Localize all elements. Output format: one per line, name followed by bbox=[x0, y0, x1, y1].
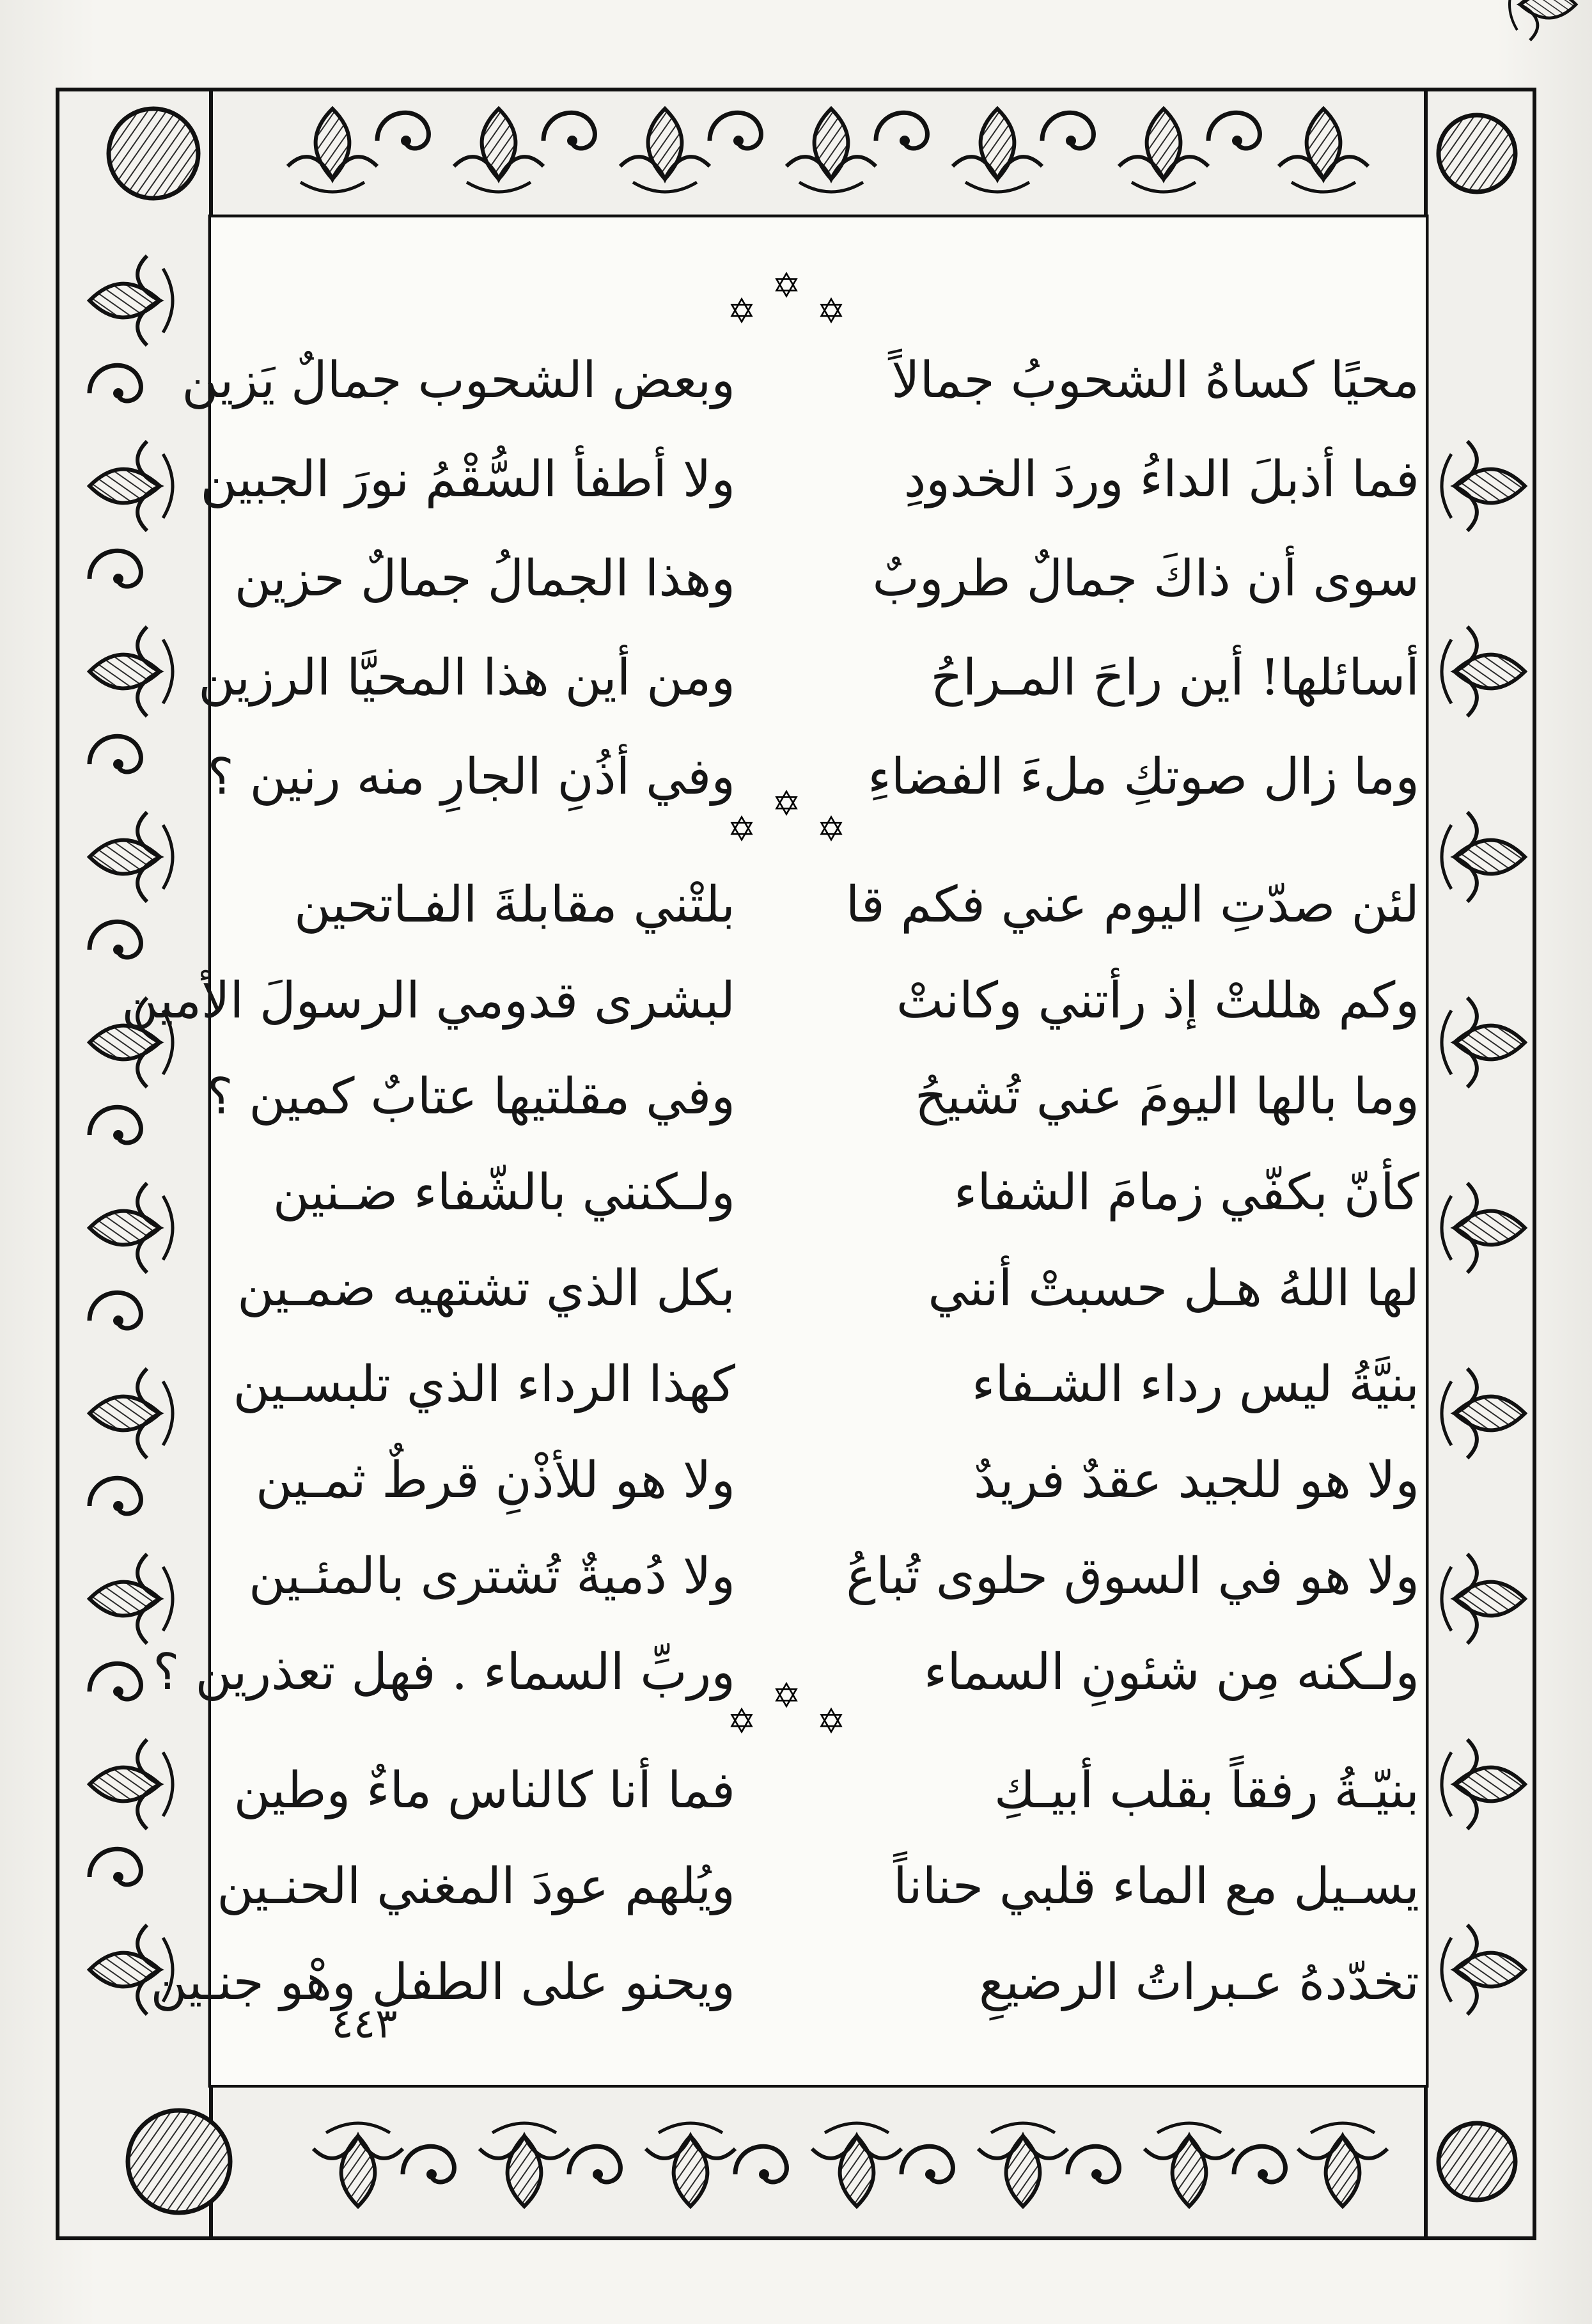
verse-line bbox=[207, 1049, 1426, 1145]
verse-line bbox=[211, 531, 1426, 627]
first-hemistich: وكم هللتْ إذ رأتني وكانتْ bbox=[896, 972, 1419, 1030]
verse-line bbox=[198, 630, 1426, 726]
star-icon: ✡ bbox=[772, 1676, 801, 1716]
second-hemistich: ولا دُميةٌ تُشترى بالمئـين bbox=[249, 1548, 735, 1605]
poem-text-area bbox=[121, 217, 1426, 2085]
first-hemistich: تخدّدهُ عـبراتُ الرضيعِ bbox=[978, 1954, 1419, 2011]
second-hemistich: كهذا الرداء الذي تلبسـين bbox=[233, 1356, 735, 1413]
star-icon: ✡ bbox=[727, 809, 756, 849]
first-hemistich: يسـيل مع الماء قلبي حناناً bbox=[893, 1858, 1419, 1915]
second-hemistich: ويُلهم عودَ المغني الحنـين bbox=[217, 1858, 735, 1915]
star-icon: ✡ bbox=[727, 1701, 756, 1741]
verse-line bbox=[200, 432, 1426, 528]
first-hemistich: محيًا كساهُ الشحوبُ جمالاً bbox=[891, 352, 1419, 409]
verse-line bbox=[211, 857, 1426, 953]
stanza-divider-stars bbox=[211, 262, 1426, 339]
second-hemistich: ومن أين هذا المحيَّا الرزين bbox=[198, 649, 735, 707]
verse-line bbox=[211, 1433, 1426, 1528]
first-hemistich: ولـكنه مِن شئونِ السماء bbox=[923, 1644, 1419, 1701]
verse-line bbox=[211, 1528, 1426, 1624]
star-icon: ✡ bbox=[816, 1701, 846, 1741]
verse-line bbox=[211, 1743, 1426, 1839]
second-hemistich: ويحنو على الطفل وهْو جنـين bbox=[150, 1954, 735, 2011]
stanza-divider-stars bbox=[211, 780, 1426, 857]
verse-line bbox=[182, 333, 1426, 428]
second-hemistich: ولا أطفأ السُّقْمُ نورَ الجبين bbox=[200, 451, 735, 508]
page-number: ٤٤٣ bbox=[331, 2000, 398, 2048]
star-icon: ✡ bbox=[816, 291, 846, 331]
verse-line bbox=[211, 1839, 1426, 1935]
verse-line bbox=[211, 1145, 1426, 1241]
second-hemistich: لبشرى قدومي الرسولَ الأمين bbox=[121, 972, 735, 1030]
star-icon: ✡ bbox=[816, 809, 846, 849]
first-hemistich: بنيَّةُ ليس رداء الشـفاء bbox=[971, 1356, 1419, 1413]
first-hemistich: ولا هو للجيد عقدٌ فريدٌ bbox=[973, 1452, 1419, 1509]
first-hemistich: أسائلها! أين راحَ المـراحُ bbox=[930, 649, 1419, 707]
star-icon: ✡ bbox=[727, 291, 756, 331]
first-hemistich: فما أذبلَ الداءُ وردَ الخدودِ bbox=[903, 451, 1419, 508]
stanza-divider-stars bbox=[211, 1672, 1426, 1749]
first-hemistich: وما بالها اليومَ عني تُشيحُ bbox=[914, 1068, 1419, 1126]
first-hemistich: كأنّ بكفّي زمامَ الشفاء bbox=[953, 1164, 1419, 1221]
first-hemistich: بنيّـةُ رفقاً بقلب أبيـكِ bbox=[994, 1762, 1419, 1819]
second-hemistich: وبعض الشحوب جمالٌ يَزين bbox=[182, 352, 735, 409]
second-hemistich: بلتْني مقابلةَ الفـاتحين bbox=[293, 876, 735, 934]
first-hemistich: سوى أن ذاكَ جمالٌ طروبٌ bbox=[872, 550, 1419, 608]
first-hemistich: لئن صدّتِ اليوم عني فكم قا bbox=[845, 876, 1419, 934]
first-hemistich: وما زال صوتكِ ملءَ الفضاءِ bbox=[868, 748, 1419, 806]
verse-line bbox=[211, 1241, 1426, 1337]
second-hemistich: وربِّ السماء . فهل تعذرين ؟ bbox=[153, 1644, 735, 1701]
first-hemistich: لها اللهُ هـل حسبتْ أنني bbox=[928, 1260, 1419, 1317]
second-hemistich: ولا هو للأذْنِ قرطٌ ثمـين bbox=[255, 1452, 735, 1509]
second-hemistich: وفي مقلتيها عتابٌ كمين ؟ bbox=[207, 1068, 735, 1126]
second-hemistich: ولـكنني بالشّفاء ضـنين bbox=[272, 1164, 735, 1221]
second-hemistich: وهذا الجمالُ جمالٌ حزين bbox=[234, 550, 735, 608]
star-icon: ✡ bbox=[772, 265, 801, 306]
second-hemistich: وفي أذُنِ الجارِ منه رنين ؟ bbox=[207, 748, 735, 806]
second-hemistich: بكل الذي تشتهيه ضمـين bbox=[237, 1260, 735, 1317]
verse-line bbox=[121, 953, 1426, 1049]
first-hemistich: ولا هو في السوق حلوى تُباعُ bbox=[846, 1548, 1419, 1605]
verse-line bbox=[211, 1337, 1426, 1433]
second-hemistich: فما أنا كالناس ماءٌ وطين bbox=[233, 1762, 735, 1819]
star-icon: ✡ bbox=[772, 783, 801, 824]
